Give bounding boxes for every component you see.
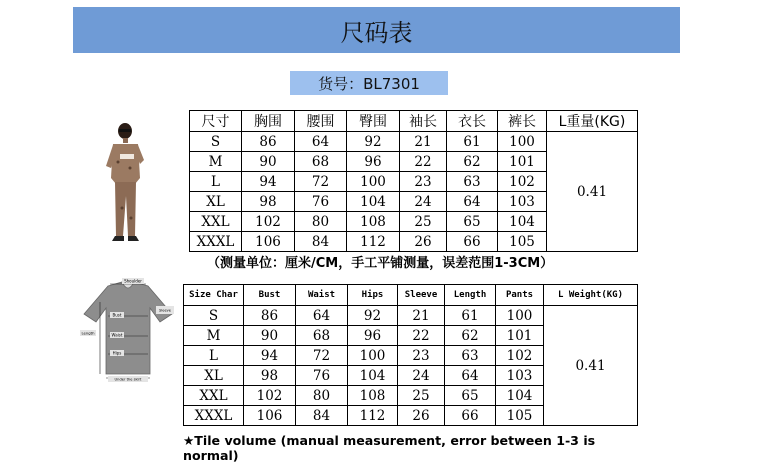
table-cell: 84 <box>296 406 348 426</box>
table-row <box>190 132 638 152</box>
table-cell: 80 <box>296 386 348 406</box>
table-cell: 108 <box>347 212 400 232</box>
table-cell: 103 <box>496 366 544 386</box>
table-cell: 94 <box>244 346 296 366</box>
table-cell: 80 <box>295 212 347 232</box>
table-cell: 65 <box>445 386 496 406</box>
column-header: L Weight(KG) <box>544 285 638 306</box>
table-cell: 64 <box>295 132 347 152</box>
table-cell: 86 <box>242 132 295 152</box>
table-cell: 62 <box>447 152 498 172</box>
table-cell: 106 <box>242 232 295 252</box>
weight-cell: 0.41 <box>544 306 638 426</box>
measurement-note-cn: （测量单位：厘米/CM，手工平铺测量，误差范围1-3CM） <box>207 256 554 271</box>
table-cell: 106 <box>244 406 296 426</box>
table-cell: 101 <box>498 152 547 172</box>
shoulder-label: Shoulder <box>124 278 142 284</box>
table-cell: 84 <box>295 232 347 252</box>
table-cell: 102 <box>498 172 547 192</box>
model-photo <box>102 118 152 244</box>
measurement-note-en: ★Tile volume (manual measurement, error between 1-3 is normal) <box>183 433 596 463</box>
table-cell: 66 <box>447 232 498 252</box>
table-cell: 100 <box>347 172 400 192</box>
column-header: 尺寸 <box>190 111 242 132</box>
title-banner <box>73 7 680 53</box>
column-header: L重量(KG) <box>547 111 638 132</box>
size-cell: M <box>184 326 244 346</box>
weight-cell: 0.41 <box>547 132 638 252</box>
table-cell: 72 <box>296 346 348 366</box>
size-cell: M <box>190 152 242 172</box>
table-cell: 24 <box>398 366 445 386</box>
table-cell: 100 <box>498 132 547 152</box>
table-cell: 25 <box>398 386 445 406</box>
column-header: 臀围 <box>347 111 400 132</box>
size-cell: S <box>190 132 242 152</box>
table-cell: 108 <box>348 386 398 406</box>
table-cell: 104 <box>496 386 544 406</box>
hips-label: Hips <box>112 350 122 356</box>
table-cell: 104 <box>498 212 547 232</box>
column-header: Bust <box>244 285 296 306</box>
table-cell: 90 <box>242 152 295 172</box>
size-cell: S <box>184 306 244 326</box>
table-cell: 23 <box>398 346 445 366</box>
table-cell: 101 <box>496 326 544 346</box>
column-header: Sleeve <box>398 285 445 306</box>
waist-label: Waist <box>111 332 123 338</box>
column-header: 裤长 <box>498 111 547 132</box>
column-header: Waist <box>296 285 348 306</box>
table-row <box>184 306 638 326</box>
size-cell: L <box>184 346 244 366</box>
table-cell: 64 <box>445 366 496 386</box>
column-header: Hips <box>348 285 398 306</box>
table-cell: 68 <box>295 152 347 172</box>
table-cell: 105 <box>496 406 544 426</box>
column-header: 袖长 <box>400 111 447 132</box>
table-cell: 66 <box>445 406 496 426</box>
table-cell: 68 <box>296 326 348 346</box>
table-cell: 94 <box>242 172 295 192</box>
table-cell: 76 <box>295 192 347 212</box>
sleeve-label: Sleeve <box>158 308 172 313</box>
table-cell: 64 <box>296 306 348 326</box>
table-cell: 104 <box>347 192 400 212</box>
table-cell: 21 <box>398 306 445 326</box>
table-cell: 23 <box>400 172 447 192</box>
size-cell: XXL <box>190 212 242 232</box>
size-chart-cn <box>189 110 638 252</box>
size-cell: XL <box>190 192 242 212</box>
table-header-row <box>184 285 638 306</box>
table-cell: 26 <box>398 406 445 426</box>
column-header: Length <box>445 285 496 306</box>
table-cell: 61 <box>447 132 498 152</box>
table-cell: 25 <box>400 212 447 232</box>
column-header: 腰围 <box>295 111 347 132</box>
column-header: 衣长 <box>447 111 498 132</box>
table-cell: 72 <box>295 172 347 192</box>
table-cell: 104 <box>348 366 398 386</box>
table-cell: 96 <box>347 152 400 172</box>
table-cell: 22 <box>398 326 445 346</box>
table-cell: 26 <box>400 232 447 252</box>
measurement-diagram <box>78 278 178 388</box>
table-cell: 100 <box>348 346 398 366</box>
column-header: Pants <box>496 285 544 306</box>
table-cell: 112 <box>348 406 398 426</box>
table-cell: 76 <box>296 366 348 386</box>
size-cell: L <box>190 172 242 192</box>
column-header: 胸围 <box>242 111 295 132</box>
page-title: 尺码表 <box>340 18 413 47</box>
table-cell: 61 <box>445 306 496 326</box>
length-label: Length <box>81 330 95 336</box>
table-cell: 102 <box>496 346 544 366</box>
table-cell: 86 <box>244 306 296 326</box>
size-cell: XXXL <box>184 406 244 426</box>
table-cell: 65 <box>447 212 498 232</box>
table-cell: 96 <box>348 326 398 346</box>
table-cell: 21 <box>400 132 447 152</box>
table-cell: 92 <box>347 132 400 152</box>
table-cell: 62 <box>445 326 496 346</box>
column-header: Size Char <box>184 285 244 306</box>
size-cell: XL <box>184 366 244 386</box>
table-cell: 112 <box>347 232 400 252</box>
item-number-label: 货号：BL7301 <box>290 71 448 95</box>
table-cell: 100 <box>496 306 544 326</box>
table-cell: 64 <box>447 192 498 212</box>
table-cell: 103 <box>498 192 547 212</box>
bust-label: Bust <box>112 312 122 318</box>
table-cell: 98 <box>244 366 296 386</box>
table-cell: 22 <box>400 152 447 172</box>
table-cell: 63 <box>447 172 498 192</box>
under-skirt-label: Under the skirt <box>114 377 142 382</box>
table-cell: 90 <box>244 326 296 346</box>
table-header-row <box>190 111 638 132</box>
table-cell: 92 <box>348 306 398 326</box>
size-chart-en <box>183 284 638 426</box>
table-cell: 102 <box>244 386 296 406</box>
table-cell: 63 <box>445 346 496 366</box>
size-cell: XXXL <box>190 232 242 252</box>
table-cell: 24 <box>400 192 447 212</box>
size-cell: XXL <box>184 386 244 406</box>
table-cell: 105 <box>498 232 547 252</box>
table-cell: 102 <box>242 212 295 232</box>
table-cell: 98 <box>242 192 295 212</box>
